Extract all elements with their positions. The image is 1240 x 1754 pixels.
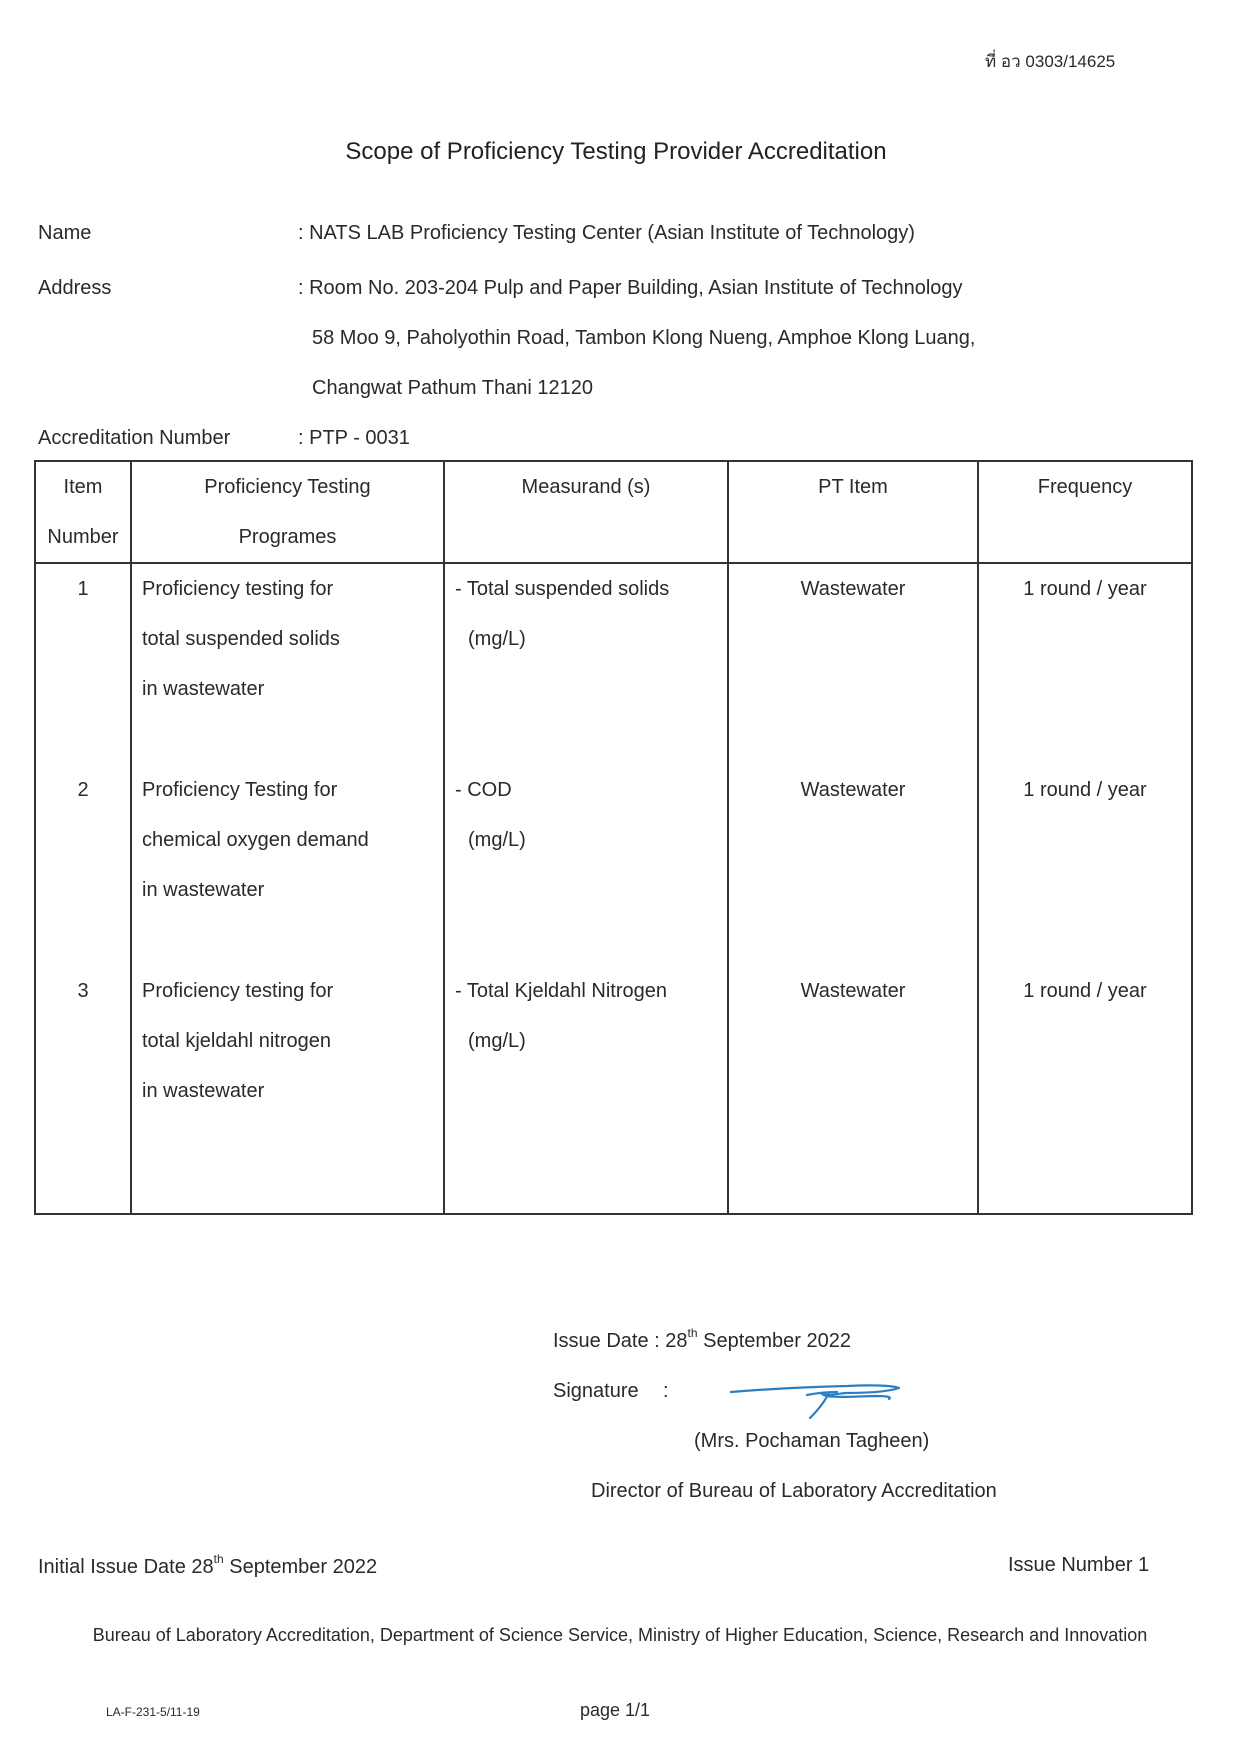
document-title [0,138,1240,166]
initial-issue-suffix: th [213,1552,224,1566]
row-program [131,966,444,1214]
measurand-unit: (mg/L) [468,829,526,852]
measurand-name: - COD [455,779,512,802]
row-measurand [444,563,728,765]
header-item-line-2: Number [47,526,119,548]
issue-date [553,1326,851,1353]
header-measurand: Measurand (s) [444,461,728,563]
initial-issue-prefix: Initial Issue Date 28 [38,1556,214,1578]
signatory-name: (Mrs. Pochaman Tagheen) [694,1430,930,1452]
form-code: LA-F-231-5/11-19 [106,1705,200,1719]
row-number: 2 [35,765,131,966]
row-number: 1 [35,563,131,765]
program-line: chemical oxygen demand [142,829,369,852]
header-item-number [35,461,131,563]
page-number: page 1/1 [580,1700,651,1720]
address-line-2: 58 Moo 9, Paholyothin Road, Tambon Klong Nueng, Amphoe Klong Luang, [312,327,976,349]
signatory-title: Director of Bureau of Laboratory Accreditation [591,1480,997,1502]
program-line: Proficiency Testing for [142,779,338,802]
issue-date-suffix: th [687,1326,698,1340]
accreditation-value: : PTP - 0031 [298,427,410,449]
organization-footer: Bureau of Laboratory Accreditation, Department of Science Service, Ministry of Higher Education, Science, Research and Innovation [92,1625,1148,1645]
row-pt-item: Wastewater [728,765,978,966]
table-row [35,563,1192,765]
row-frequency: 1 round / year [978,966,1192,1214]
initial-issue-date [38,1552,378,1579]
initial-issue-rest: September 2022 [229,1556,378,1578]
issue-date-rest: September 2022 [703,1330,851,1352]
address-label: Address [38,277,112,299]
header-program-line-1: Proficiency Testing [204,476,371,498]
measurand-unit: (mg/L) [468,1030,526,1053]
program-line: Proficiency testing for [142,578,334,600]
scope-table [34,460,1193,1215]
issue-number: Issue Number 1 [1008,1554,1150,1576]
table-row [35,765,1192,966]
document-title-text: Scope of Proficiency Testing Provider Accreditation [345,138,887,165]
row-number: 3 [35,966,131,1214]
measurand-unit: (mg/L) [468,628,526,650]
program-line: in wastewater [142,879,265,902]
header-program-line-2: Programes [238,526,337,548]
header-frequency: Frequency [978,461,1192,563]
name-value: : NATS LAB Proficiency Testing Center (Asian Institute of Technology) [298,222,915,244]
row-frequency: 1 round / year [978,563,1192,765]
row-program [131,765,444,966]
reference-number: ที่ อว 0303/14625 [985,52,1116,71]
table-header-row [35,461,1192,563]
signature-label: Signature [553,1380,639,1402]
row-pt-item: Wastewater [728,563,978,765]
issue-date-label: Issue Date : [553,1330,660,1352]
program-line: in wastewater [142,678,265,700]
header-pt-item: PT Item [728,461,978,563]
program-line: total suspended solids [142,628,340,650]
program-line: in wastewater [142,1080,265,1103]
accreditation-label: Accreditation Number [38,427,231,449]
header-program [131,461,444,563]
row-pt-item: Wastewater [728,966,978,1214]
address-line-1: : Room No. 203-204 Pulp and Paper Building, Asian Institute of Technology [298,277,963,299]
program-line: total kjeldahl nitrogen [142,1030,332,1053]
header-item-line-1: Item [63,476,103,498]
row-frequency: 1 round / year [978,765,1192,966]
handwritten-signature [727,1373,907,1423]
measurand-name: - Total Kjeldahl Nitrogen [455,980,667,1003]
row-measurand [444,765,728,966]
name-label: Name [38,222,92,244]
row-program [131,563,444,765]
table-row [35,966,1192,1214]
signature-colon: : [663,1380,669,1402]
issue-date-day: 28 [665,1330,688,1352]
row-measurand [444,966,728,1214]
program-line: Proficiency testing for [142,980,334,1003]
address-line-3: Changwat Pathum Thani 12120 [312,377,593,399]
measurand-name: - Total suspended solids [455,578,670,600]
